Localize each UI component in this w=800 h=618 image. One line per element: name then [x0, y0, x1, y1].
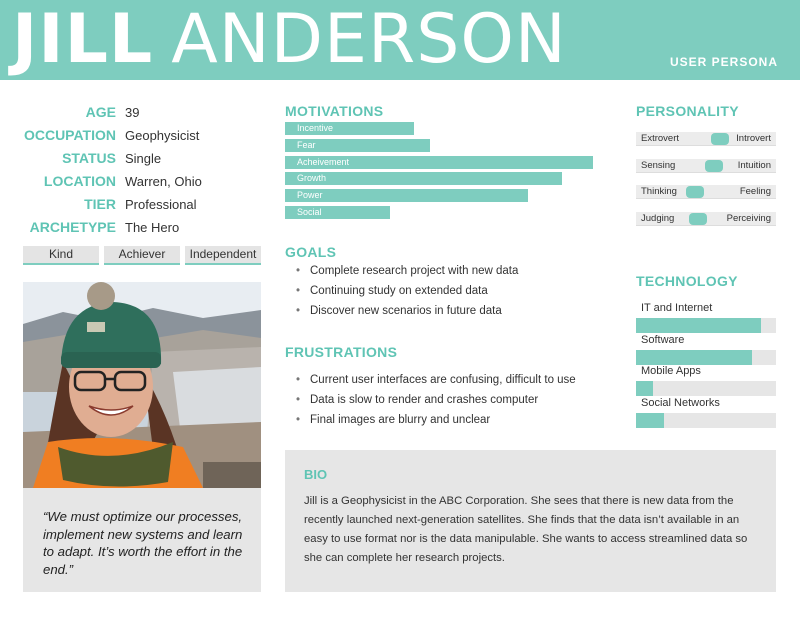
persona-photo [23, 282, 261, 488]
bio-text: Jill is a Geophysicist in the ABC Corporation. She sees that there is new data from the recently launched next-generation satellites. She finds that the data isn’t available in an easy to use format nor is the data manipulable. She wants to access streamlined data so she can complete her research projects. [304, 495, 748, 564]
tech-bar-fill [636, 318, 761, 333]
scale-left-label: Extrovert [641, 133, 680, 144]
motivations-title: MOTIVATIONS [285, 103, 384, 119]
tech-label: Software [641, 333, 685, 346]
info-value: The Hero [125, 220, 180, 235]
scale-left-label: Judging [641, 212, 675, 224]
list-item: • Current user interfaces are confusing, difficult to use [296, 372, 576, 392]
scale-knob [711, 133, 729, 145]
bio-title: BIO [304, 467, 328, 482]
motivation-label: Power [297, 190, 323, 201]
persona-quote: “We must optimize our processes, implement new systems and learn to adapt. It’s worth the effort in the end.” [43, 509, 243, 577]
tech-label: Mobile Apps [641, 365, 701, 378]
tech-bar [636, 413, 776, 428]
list-item: • Final images are blurry and unclear [296, 412, 576, 432]
personality-scale [636, 185, 776, 199]
persona-tag: USER PERSONA [669, 55, 778, 69]
info-value: Geophysicist [125, 128, 200, 143]
trait-badge: Kind [23, 246, 99, 265]
info-row-tier [0, 196, 260, 216]
info-row-status [0, 150, 260, 170]
tech-bar [636, 350, 776, 365]
list-item: • Complete research project with new data [296, 263, 518, 283]
motivation-label: Social [297, 207, 322, 217]
scale-knob [689, 213, 707, 225]
trait-badge: Independent [185, 246, 261, 265]
info-value: Single [125, 151, 162, 166]
scale-knob [705, 160, 723, 172]
info-row-age [0, 104, 260, 124]
tech-bar [636, 381, 776, 396]
personality-scale [636, 132, 776, 146]
personality-scale [636, 212, 776, 226]
quote-box [23, 488, 261, 592]
motivation-label: Acheivement [297, 156, 350, 167]
frustrations-list [296, 372, 576, 432]
info-label: LOCATION [43, 173, 116, 189]
scale-left-label: Sensing [641, 159, 676, 171]
info-label: OCCUPATION [23, 127, 116, 143]
info-row-archetype [0, 219, 260, 239]
tech-bar-fill [636, 350, 752, 365]
info-value: 39 [125, 105, 140, 120]
motivation-bar [285, 189, 528, 202]
motivation-label: Growth [297, 173, 327, 184]
personality-title: PERSONALITY [636, 103, 739, 119]
last-name: ANDERSON [171, 0, 567, 79]
info-label: ARCHETYPE [29, 219, 116, 235]
tech-label: IT and Internet [641, 302, 713, 314]
scale-right-label: Intuition [737, 159, 771, 171]
persona-name [12, 0, 567, 86]
info-label: STATUS [62, 150, 116, 166]
motivation-bar [285, 172, 562, 185]
tech-label: Social Networks [641, 397, 720, 410]
tech-bar-fill [636, 381, 653, 396]
list-item: • Discover new scenarios in future data [296, 303, 518, 323]
motivation-bar [285, 139, 430, 152]
first-name: JILL [12, 0, 154, 79]
scale-right-label: Feeling [739, 186, 771, 197]
list-item: • Data is slow to render and crashes computer [296, 392, 576, 412]
info-row-occupation [0, 127, 260, 147]
list-item: • Continuing study on extended data [296, 283, 518, 303]
info-row-location [0, 173, 260, 193]
motivation-bar [285, 156, 593, 169]
motivation-label: Fear [297, 139, 316, 150]
info-label: AGE [85, 104, 116, 120]
motivation-bar [285, 122, 414, 135]
goals-list [296, 263, 518, 323]
personality-scale [636, 159, 776, 173]
scale-right-label: Introvert [736, 133, 771, 144]
frustrations-title: FRUSTRATIONS [285, 344, 398, 360]
trait-badge: Achiever [104, 246, 180, 265]
motivation-label: Incentive [297, 123, 334, 133]
tech-bar [636, 318, 776, 333]
technology-title: TECHNOLOGY [636, 273, 738, 289]
tech-bar-fill [636, 413, 664, 428]
scale-knob [686, 186, 704, 198]
bio-box [285, 450, 776, 592]
motivation-bar [285, 206, 390, 219]
goals-title: GOALS [285, 244, 337, 260]
info-value: Professional [125, 197, 197, 212]
scale-left-label: Thinking [641, 186, 677, 197]
info-value: Warren, Ohio [125, 174, 202, 189]
header-banner [0, 0, 800, 80]
scale-right-label: Perceiving [726, 212, 771, 224]
info-label: TIER [84, 196, 116, 212]
